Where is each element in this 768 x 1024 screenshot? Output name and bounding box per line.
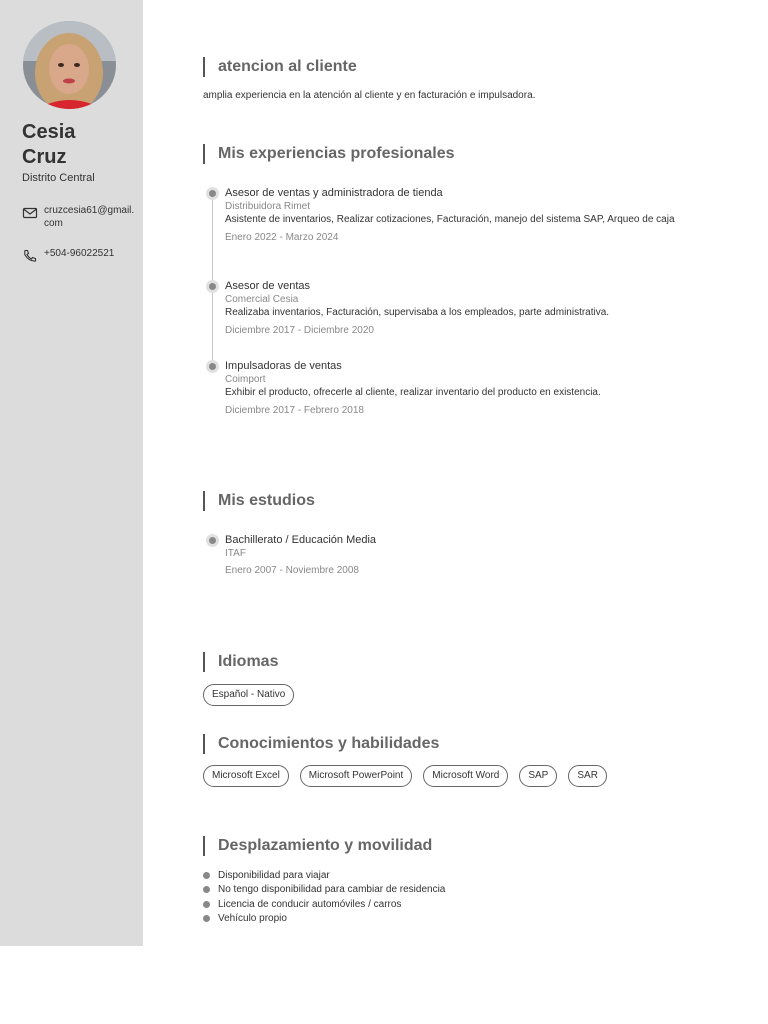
timeline-dot	[206, 187, 219, 200]
section-bar	[203, 491, 205, 511]
bullet-icon	[203, 886, 210, 893]
degree: Bachillerato / Educación Media	[225, 534, 377, 546]
experience-item	[203, 186, 693, 244]
skill-tag: Microsoft Excel	[203, 765, 289, 787]
summary-text: amplia experiencia en la atención al cliente y en facturación e impulsadora.	[203, 90, 536, 101]
experience-title: Mis experiencias profesionales	[203, 144, 455, 164]
last-name: Cruz	[22, 146, 67, 168]
school: ITAF	[225, 548, 246, 559]
email-row[interactable]	[22, 204, 136, 230]
skill-tags	[203, 765, 607, 787]
job-description: Realizaba inventarios, Facturación, supervisaba a los empleados, parte administrativa.	[225, 307, 610, 318]
section-bar	[203, 734, 205, 754]
avatar	[23, 21, 116, 109]
mobility-list	[203, 868, 445, 926]
first-name: Cesia	[22, 121, 76, 143]
section-bar	[203, 652, 205, 672]
timeline-dot	[206, 280, 219, 293]
bullet-icon	[203, 915, 210, 922]
experience-item	[203, 279, 693, 337]
company: Distribuidora Rimet	[225, 201, 311, 212]
timeline-dot	[206, 360, 219, 373]
phone-icon	[22, 249, 38, 263]
skill-tag: SAP	[519, 765, 557, 787]
list-item: Vehículo propio	[203, 912, 445, 927]
job-dates: Enero 2022 - Marzo 2024	[225, 232, 339, 243]
location: Distrito Central	[22, 172, 95, 184]
company: Coimport	[225, 374, 266, 385]
sidebar	[0, 0, 143, 946]
phone-text[interactable]: +504-96022521	[44, 248, 115, 259]
full-name	[22, 120, 75, 170]
job-role: Asesor de ventas	[225, 280, 310, 292]
language-tag: Español - Nativo	[203, 684, 294, 706]
education-dates: Enero 2007 - Noviembre 2008	[225, 565, 359, 576]
job-role: Asesor de ventas y administradora de tienda	[225, 187, 443, 199]
skill-tag: Microsoft Word	[423, 765, 508, 787]
timeline-dot	[206, 534, 219, 547]
list-item: Disponibilidad para viajar	[203, 868, 445, 883]
mobility-title: Desplazamiento y movilidad	[203, 836, 432, 856]
job-description: Asistente de inventarios, Realizar cotizaciones, Facturación, manejo del sistema SAP, Arqueo de caja	[225, 214, 675, 225]
list-item: No tengo disponibilidad para cambiar de residencia	[203, 883, 445, 898]
section-bar	[203, 144, 205, 164]
envelope-icon	[22, 206, 38, 220]
bullet-icon	[203, 872, 210, 879]
list-item: Licencia de conducir automóviles / carros	[203, 897, 445, 912]
headline-title: atencion al cliente	[203, 57, 357, 77]
email-text[interactable]: cruzcesia61@gmail.com	[44, 205, 135, 229]
bullet-icon	[203, 901, 210, 908]
education-item	[203, 533, 693, 577]
skill-tag: SAR	[568, 765, 607, 787]
experience-item	[203, 359, 693, 417]
section-bar	[203, 57, 205, 77]
job-role: Impulsadoras de ventas	[225, 360, 342, 372]
section-bar	[203, 836, 205, 856]
skills-title: Conocimientos y habilidades	[203, 734, 439, 754]
job-description: Exhibir el producto, ofrecerle al cliente, realizar inventario del producto en existencia.	[225, 387, 601, 398]
skill-tag: Microsoft PowerPoint	[300, 765, 412, 787]
language-tags	[203, 684, 294, 706]
job-dates: Diciembre 2017 - Febrero 2018	[225, 405, 364, 416]
company: Comercial Cesia	[225, 294, 299, 305]
phone-row[interactable]	[22, 247, 136, 263]
education-title: Mis estudios	[203, 491, 315, 511]
languages-title: Idiomas	[203, 652, 278, 672]
job-dates: Diciembre 2017 - Diciembre 2020	[225, 325, 374, 336]
